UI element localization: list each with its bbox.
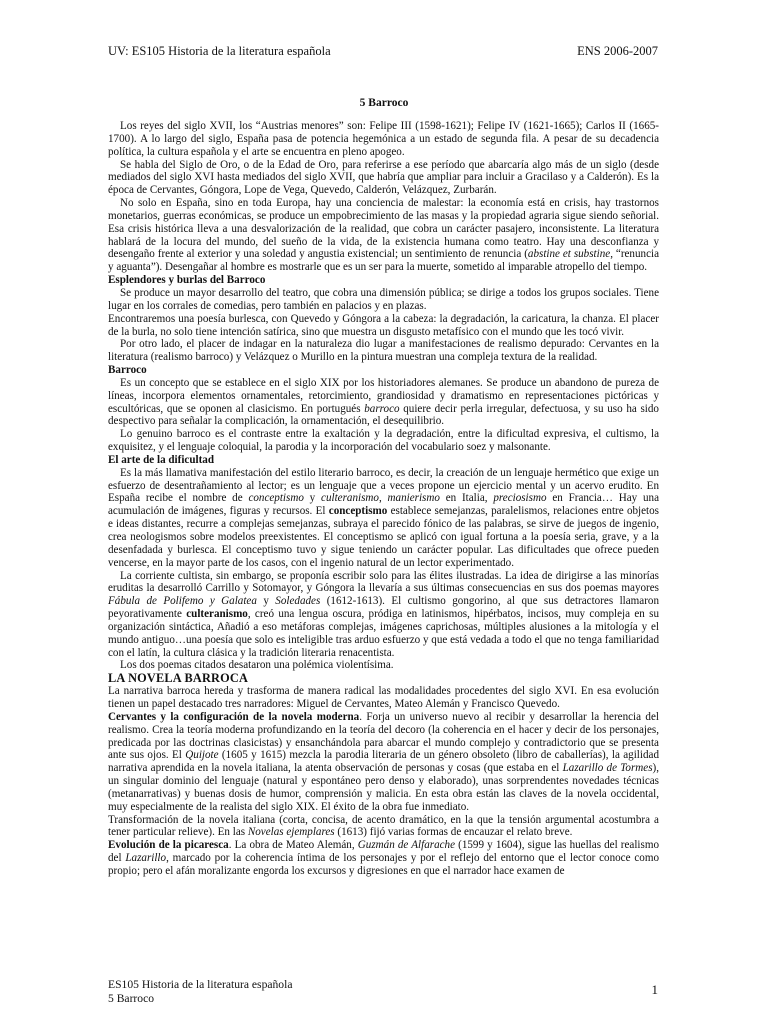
section-heading: El arte de la dificultad (108, 453, 215, 466)
italic-text: Lazarillo de Tormes (562, 762, 653, 775)
italic-text: culteranismo (321, 492, 379, 505)
paragraph: Los dos poemas citados desataron una polémica violentísima. (120, 659, 394, 672)
paragraph (108, 197, 659, 274)
header-year: ENS 2006-2007 (577, 44, 658, 58)
page-number: 1 (651, 982, 658, 997)
footer-chapter: 5 Barroco (108, 992, 155, 1005)
italic-text: Novelas ejemplares (247, 826, 335, 839)
text-run: establece semejanzas, paralelismos, relaciones entre objetos e ideas distantes, recurre a complejas semejanzas, subraya el parecido fónico de las palabras, se sirve de juegos de ingenio, crea neologismos sobre modelos preexistentes. El conceptismo se aplicó con igual fortuna a la poesía seria, grave, y a la desenfadada y burlesca. El conceptismo tuvo y sigue teniendo un carácter popular. Las dificultades que ofrece pueden vencerse, en la mayor parte de los casos, con el ingenio natural de un lector experimentado. (108, 505, 659, 569)
page-title: 5 Barroco (359, 97, 409, 109)
text-run: (1612-1613). El cultismo gongorino, al que sus detractores llamaron peyorativamente (108, 595, 660, 621)
paragraph (108, 467, 659, 570)
section-heading: Barroco (108, 364, 147, 377)
italic-text: Guzmán de Alfarache (357, 839, 456, 852)
text-run: y (256, 595, 276, 608)
page-header (108, 44, 658, 59)
text-run: , “renuncia y aguanta”). Desengañar al hombre es mostrarle que es un ser para la muerte, sometido al imparable atropello del tiempo. (108, 248, 660, 274)
italic-text: barroco (364, 402, 400, 415)
paragraph: Por otro lado, el placer de indagar en la naturaleza dio lugar a manifestaciones de realismo depurado: Cervantes en la literatura (realismo barroco) y Velázquez o Murillo en la pintura muestran una compleja textura de la realidad. (108, 338, 659, 364)
italic-text: conceptismo (248, 492, 304, 505)
italic-text: Quijote (185, 749, 219, 762)
inline-heading: Evolución de la picaresca (108, 839, 229, 852)
text-run: La corriente cultista, sin embargo, se proponía escribir solo para las élites ilustradas. La idea de dirigirse a las minorías eruditas la desarrolló Carrillo y Sotomayor, y Góngora la llevaría a sus últimas consecuencias en sus dos poemas mayores (108, 569, 659, 595)
paragraph (108, 711, 659, 814)
paragraph (108, 814, 659, 840)
text-run: y (303, 492, 322, 505)
text-run: Transformación de la novela italiana (corta, concisa, de acento dramático, en la que la tensión argumental acostumbra a tener particular relieve). En las (108, 813, 659, 839)
text-run: . Forja un universo nuevo al recibir y desarrollar la herencia del realismo. Crea la teoría moderna profundizando en la teoría del decoro (la coherencia en el hacer y decir de los personajes, predicada por las doctrinas clasicistas) y ensanchándola para abarcar el mundo complejo y contradictorio que se presenta ante sus ojos. El (108, 710, 659, 762)
page-footer (108, 978, 658, 1006)
paragraph: Se produce un mayor desarrollo del teatro, que cobra una dimensión pública; se dirige a todos los grupos sociales. Tiene lugar en los corrales de comedias, pero también en palacios y en plazas. (108, 286, 659, 312)
paragraph (108, 570, 659, 660)
text-run: , (378, 492, 388, 505)
bold-text: conceptismo (328, 505, 388, 518)
header-course: UV: ES105 Historia de la literatura española (108, 44, 331, 58)
text-run: (1605 y 1615) mezcla la parodia literaria de un género obsoleto (libro de caballerías), la agilidad narrativa aprendida en la novela italiana, la atenta observación de personas y cosas (que estaba en el (108, 749, 659, 775)
inline-heading: Cervantes y la configuración de la novela moderna (108, 710, 360, 723)
italic-text: Fábula de Polifemo y Galatea (108, 595, 257, 608)
paragraph: Encontraremos una poesía burlesca, con Quevedo y Góngora a la cabeza: la degradación, la caricatura, la chanza. El placer de la burla, no solo tiene intención satírica, sino que muestra un disgusto metafísico con el mundo que les tocó vivir. (108, 312, 659, 338)
text-run: (1613) fijó varias formas de encauzar el relato breve. (334, 826, 573, 839)
paragraph (108, 839, 659, 878)
text-run: Es un concepto que se establece en el siglo XIX por los historiadores alemanes. Se produce un abandono de pureza de líneas, incorpora elementos ornamentales, retorcimiento, grandiosidad y dramatismo en representaciones pictóricas y escultóricas, que se oponen al clasicismo. En portugués (108, 376, 659, 415)
paragraph: Los reyes del siglo XVII, los “Austrias menores” son: Felipe III (1598-1621); Felipe IV (1621-1665); Carlos II (1665-1700). A lo largo del siglo, España pasa de potencia hegemónica a un estado de segunda fila. A pesar de su decadencia política, la cultura española y el arte se encuentra en pleno apogeo. (108, 120, 659, 158)
paragraph: Lo genuino barroco es el contraste entre la exaltación y la degradación, entre la dificultad expresiva, el cultismo, la exquisitez, y el lenguaje coloquial, la parodia y la incorporación del vocabulario soez y malsonante. (108, 428, 659, 454)
section-heading: Esplendores y burlas del Barroco (108, 274, 266, 287)
italic-text: abstine et substine (527, 248, 611, 261)
text-run: en Italia, (439, 492, 494, 505)
italic-text: manierismo (387, 492, 440, 505)
document-body (108, 120, 659, 878)
bold-text: culteranismo (186, 608, 248, 621)
italic-text: Soledades (275, 595, 321, 608)
paragraph: La narrativa barroca hereda y trasforma de manera radical las modalidades procedentes del siglo XVI. En esa evolución tienen un papel destacado tres narradores: Miguel de Cervantes, Mateo Alemán y Francisco Quevedo. (108, 685, 659, 710)
text-run: . La obra de Mateo Alemán, (228, 839, 358, 852)
text-run: (1599 y 1604), sigue las huellas del realismo del (108, 839, 660, 865)
text-run: en Francia… Hay una acumulación de imágenes, figuras y recursos. El (108, 492, 660, 518)
italic-text: preciosismo (493, 492, 547, 505)
italic-text: Lazarillo (125, 852, 167, 865)
text-run: Es la más llamativa manifestación del estilo literario barroco, es decir, la creación de un lenguaje hermético que exige un esfuerzo de desentrañamiento al lector; es un lenguaje que a veces propone un ejercicio mental y un acervo erudito. En España recibe el nombre de (108, 466, 659, 505)
text-run: No solo en España, sino en toda Europa, hay una conciencia de malestar: la economía está en crisis, hay trastornos monetarios, guerras económicas, se produce un empobrecimiento de las masas y la propiedad agraria sigue siendo señorial. Esa crisis histórica lleva a una desvalorización de la realidad, que cobra un carácter pasajero, inconsistente. La literatura hablará de la locura del mundo, del sueño de la vida, de la existencia humana como teatro. Hay una desconfianza y desengaño frente al exterior y una soledad y angustia existencial; un sentimiento de renuncia ( (108, 197, 659, 261)
text-run: quiere decir perla irregular, defectuosa, y su uso ha sido despectivo para señalar la complicación, la ornamentación, el desequilibrio. (108, 402, 659, 428)
paragraph (108, 377, 659, 428)
text-run: , creó una lengua oscura, pródiga en latinismos, hipérbatos, incisos, muy compleja en su organización sintáctica, Añadió a eso metáforas complejas, imágenes caprichosas, múltiples alusiones a la mitología y el mundo antiguo…una poesía que solo es inteligible tras arduo esfuerzo y que está vedada a todo el que no tenga familiaridad con el latín, la cultura clásica y la tradición literaria renacentista. (108, 608, 659, 659)
footer-course: ES105 Historia de la literatura española (108, 978, 293, 991)
paragraph: Se habla del Siglo de Oro, o de la Edad de Oro, para referirse a ese período que abarcaría algo más de un siglo (desde mediados del siglo XVI hasta mediados del siglo XVII, que habría que ampliar para incluir a Gracilaso y a Calderón). Es la época de Cervantes, Góngora, Lope de Vega, Quevedo, Calderón, Velázquez, Zurbarán. (108, 158, 659, 197)
section-heading: LA NOVELA BARROCA (108, 671, 249, 686)
text-run: , marcado por la coherencia íntima de los personajes y por el reflejo del entorno que el lector conoce como propio; pero el afán moralizante engorda los excursos y digresiones en que el narrador hace examen de (108, 852, 659, 877)
text-run: ), un singular dominio del lenguaje (natural y espontáneo pero denso y elaborado), unas sorprendentes novedades técnicas (metanarrativas) y buenas dosis de humor, comprensión y malicia. En esta obra están las claves de la novela occidental, muy especialmente de la realista del siglo XIX. El éxito de la obra fue inmediato. (108, 762, 659, 813)
